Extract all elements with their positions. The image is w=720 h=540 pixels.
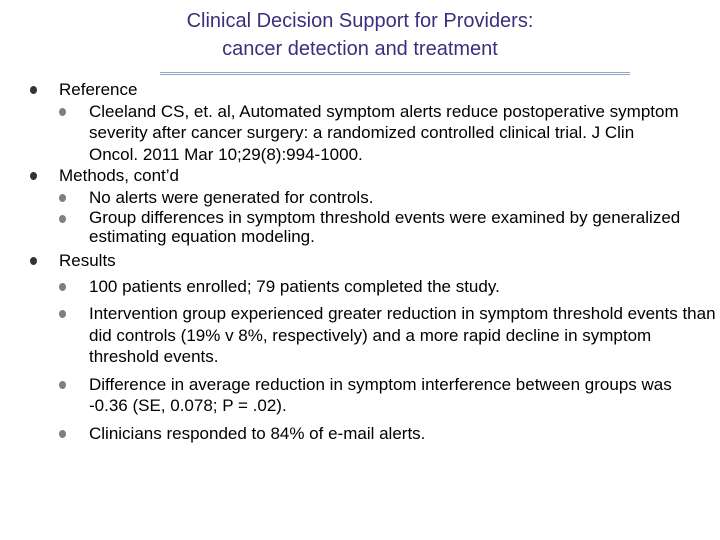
list-item-text: Group differences in symptom threshold events were examined by generalized estimating equation modeling.	[89, 208, 681, 246]
list-item	[30, 208, 709, 246]
bullet-icon	[30, 86, 37, 94]
sub-bullet-icon	[59, 283, 66, 291]
bullet-icon	[30, 172, 37, 180]
slide-title-line-2: cancer detection and treatment	[222, 38, 498, 60]
list-item-text: Clinicians responded to 84% of e-mail alerts.	[89, 423, 426, 443]
list-item-text: Difference in average reduction in symptom interference between groups was -0.36 (SE, 0.078; P = .02).	[89, 374, 672, 415]
bullet-icon	[30, 257, 37, 265]
section-results	[30, 250, 720, 272]
list-item-text: 100 patients enrolled; 79 patients completed the study.	[89, 276, 500, 296]
sub-bullet-icon	[59, 430, 66, 438]
section-heading: Methods, cont’d	[59, 166, 180, 185]
list-item	[30, 276, 720, 298]
slide-title-line-1: Clinical Decision Support for Providers:	[186, 10, 534, 32]
list-item	[30, 423, 720, 445]
list-item	[30, 303, 719, 368]
sub-bullet-icon	[59, 194, 66, 202]
sub-bullet-icon	[59, 108, 66, 116]
title-divider	[160, 72, 630, 75]
list-item-text: Intervention group experienced greater reduction in symptom threshold events than did controls (19% v 8%, respectively) and a more rapid decline in symptom threshold events.	[89, 304, 716, 366]
sub-bullet-icon	[59, 310, 66, 318]
section-reference	[30, 79, 720, 101]
sub-bullet-icon	[59, 215, 66, 223]
section-heading: Reference	[59, 80, 138, 99]
list-item	[30, 187, 720, 209]
list-item-text: No alerts were generated for controls.	[89, 187, 374, 207]
list-item-text: Cleeland CS, et. al, Automated symptom alerts reduce postoperative symptom severity after cancer surgery: a randomized controlled clinical trial. J Clin Oncol. 2011 Mar 10;29(8):994-1000.	[89, 101, 679, 164]
list-item	[30, 101, 679, 166]
section-heading: Results	[59, 251, 116, 270]
slide-body	[30, 79, 720, 444]
sub-bullet-icon	[59, 381, 66, 389]
slide-title	[0, 7, 720, 63]
section-methods	[30, 165, 720, 187]
list-item	[30, 374, 699, 417]
